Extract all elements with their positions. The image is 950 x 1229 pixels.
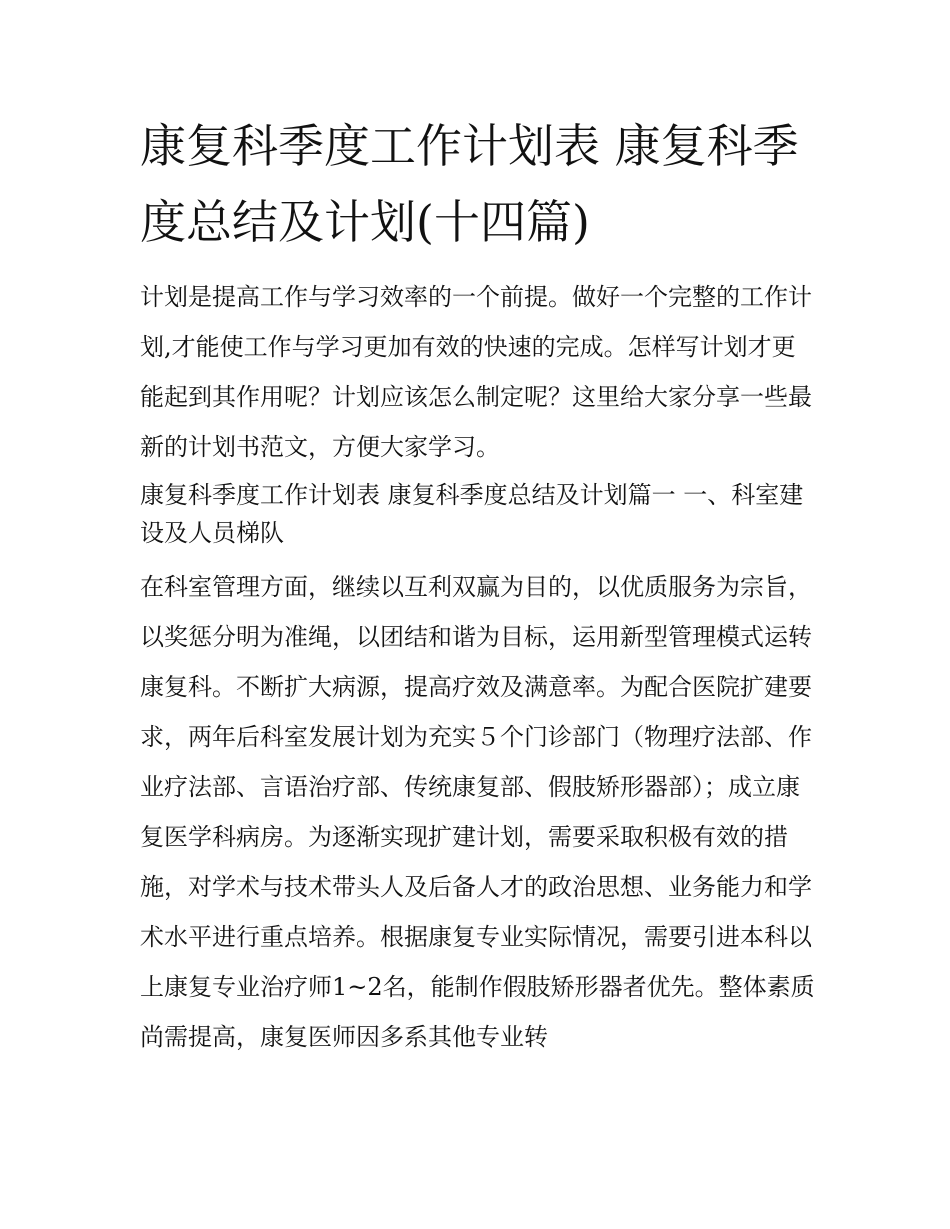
document-title: 康复科季度工作计划表 康复科季度总结及计划(十四篇) <box>140 119 799 249</box>
section-heading: 康复科季度工作计划表 康复科季度总结及计划篇一 一、科室建设及人员梯队 <box>140 481 804 547</box>
intro-paragraph: 计划是提高工作与学习效率的一个前提。做好一个完整的工作计划,才能使工作与学习更加有效的快速的完成。怎样写计划才更能起到其作用呢？计划应该怎么制定呢？这里给大家分享一些最新的计划书范文，方便大家学习。 <box>140 283 812 461</box>
document-page <box>140 108 815 1062</box>
body-paragraph: 在科室管理方面，继续以互利双赢为目的，以优质服务为宗旨，以奖惩分明为准绳，以团结和谐为目标，运用新型管理模式运转康复科。不断扩大病源，提高疗效及满意率。为配合医院扩建要求，两年后科室发展计划为充实５个门诊部门（物理疗法部、作业疗法部、言语治疗部、传统康复部、假肢矫形器部）；成立康复医学科病房。为逐渐实现扩建计划，需要采取积极有效的措施，对学术与技术带头人及后备人才的政治思想、业务能力和学术水平进行重点培养。根据康复专业实际情况，需要引进本科以上康复专业治疗师1~2名，能制作假肢矫形器者优先。整体素质尚需提高，康复医师因多系其他专业转 <box>140 573 815 1051</box>
